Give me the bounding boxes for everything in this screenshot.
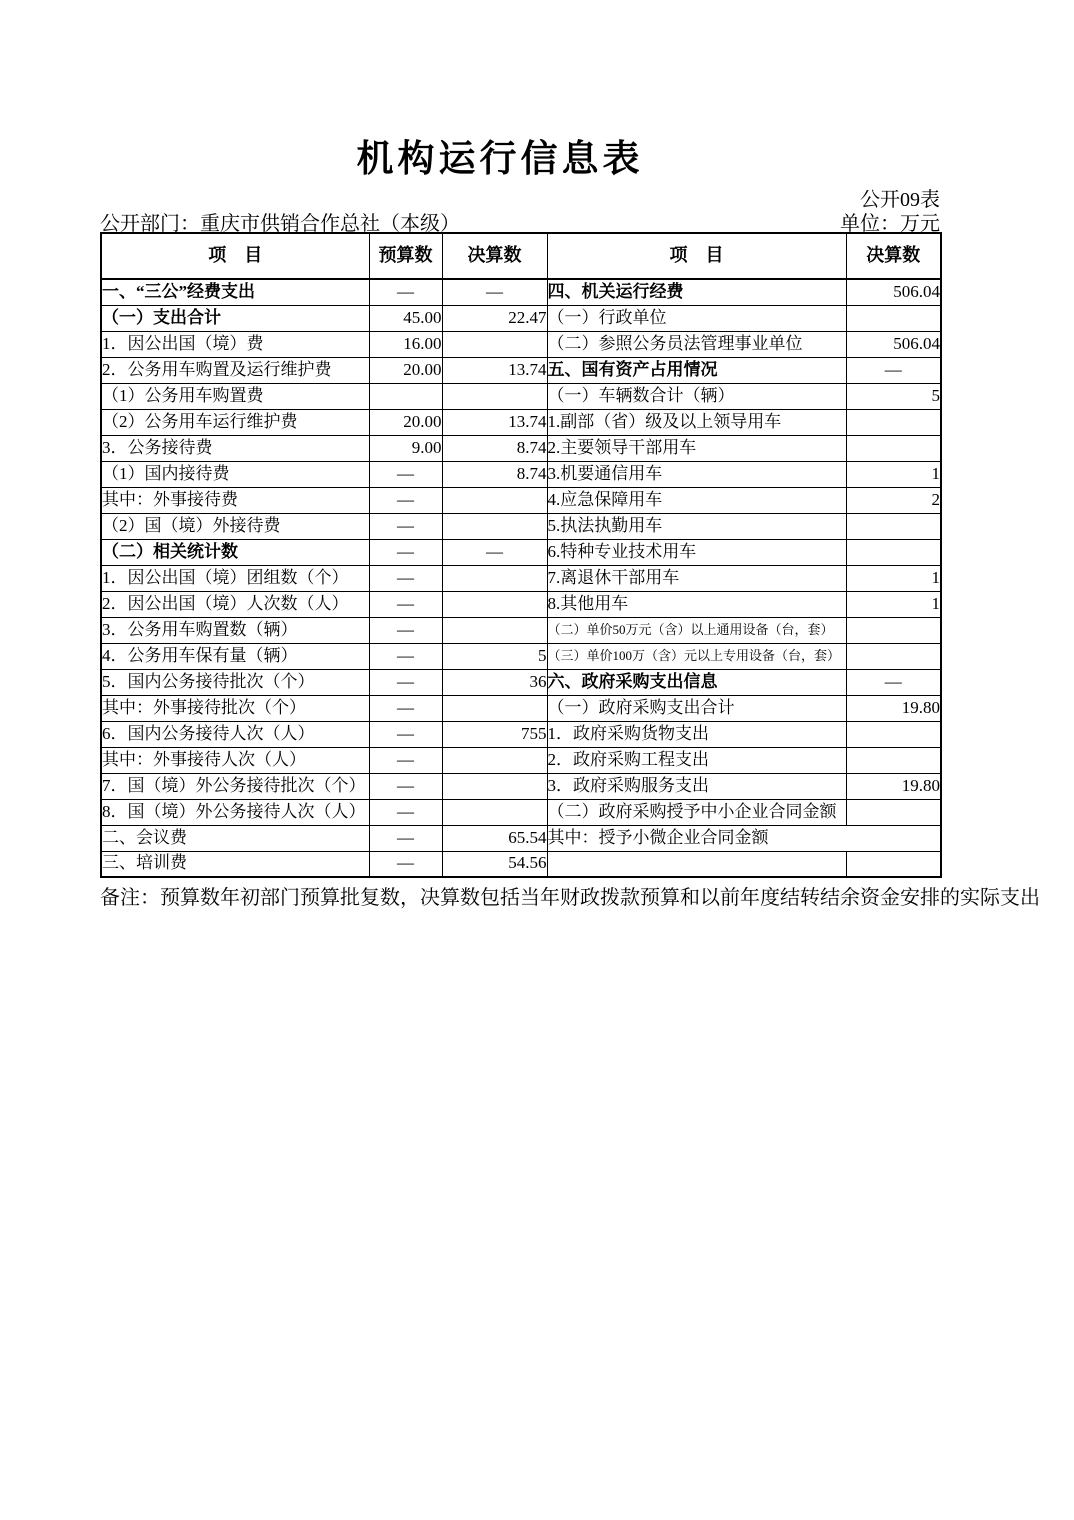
remark-note: 备注：预算数年初部门预算批复数，决算数包括当年财政拨款预算和以前年度结转结余资金安排的实际支出 [100, 887, 1040, 909]
final-value-left [442, 331, 547, 357]
final-value-right [846, 539, 941, 565]
final-value-left: 5 [442, 643, 547, 669]
budget-value: 9.00 [369, 435, 442, 461]
item-label-left: （1）国内接待费 [101, 461, 369, 487]
final-value-right [846, 513, 941, 539]
budget-value: — [369, 799, 442, 825]
final-value-left [442, 773, 547, 799]
table-row [101, 383, 941, 409]
table-row [101, 331, 941, 357]
final-value-right [846, 409, 941, 435]
col-header-final-right: 决算数 [846, 233, 941, 279]
final-value-left [442, 799, 547, 825]
item-label-right: 7.离退休干部用车 [547, 565, 846, 591]
table-row [101, 357, 941, 383]
item-label-right: 六、政府采购支出信息 [547, 669, 846, 695]
table-row [101, 747, 941, 773]
item-label-left: （1）公务用车购置费 [101, 383, 369, 409]
final-value-right: 19.80 [846, 773, 941, 799]
item-label-left: （2）国（境）外接待费 [101, 513, 369, 539]
budget-value: — [369, 747, 442, 773]
budget-value: — [369, 773, 442, 799]
item-label-right: 2.主要领导干部用车 [547, 435, 846, 461]
table-row [101, 617, 941, 643]
item-label-left: 5．国内公务接待批次（个） [101, 669, 369, 695]
item-label-left: 6．国内公务接待人次（人） [101, 721, 369, 747]
final-value-left: — [442, 539, 547, 565]
item-label-right: 2．政府采购工程支出 [547, 747, 846, 773]
table-row [101, 539, 941, 565]
item-label-left: 1．因公出国（境）费 [101, 331, 369, 357]
final-value-left: 54.56 [442, 851, 547, 877]
table-row [101, 799, 941, 825]
final-value-left: 8.74 [442, 435, 547, 461]
budget-value: — [369, 279, 442, 305]
item-label-left: 三、培训费 [101, 851, 369, 877]
final-value-left [442, 487, 547, 513]
col-header-item-right: 项 目 [547, 233, 846, 279]
budget-value: — [369, 851, 442, 877]
table-row [101, 695, 941, 721]
item-label-left: （2）公务用车运行维护费 [101, 409, 369, 435]
final-value-right: — [846, 669, 941, 695]
budget-value: 20.00 [369, 409, 442, 435]
table-row [101, 305, 941, 331]
page-title: 机构运行信息表 [356, 138, 644, 179]
final-value-left: 13.74 [442, 409, 547, 435]
final-value-right: — [846, 357, 941, 383]
table-row [101, 565, 941, 591]
info-table [100, 232, 942, 878]
budget-value: — [369, 591, 442, 617]
budget-value: — [369, 539, 442, 565]
item-label-left: 2．公务用车购置及运行维护费 [101, 357, 369, 383]
final-value-right: 1 [846, 461, 941, 487]
item-label-left: 一、“三公”经费支出 [101, 279, 369, 305]
final-value-left: 755 [442, 721, 547, 747]
item-label-left: 1．因公出国（境）团组数（个） [101, 565, 369, 591]
budget-value: — [369, 565, 442, 591]
item-label-left: （二）相关统计数 [101, 539, 369, 565]
final-value-right [846, 617, 941, 643]
budget-value: 45.00 [369, 305, 442, 331]
item-label-right [547, 851, 846, 877]
final-value-left [442, 383, 547, 409]
final-value-left [442, 695, 547, 721]
final-value-left: 8.74 [442, 461, 547, 487]
table-row [101, 851, 941, 877]
final-value-right [846, 305, 941, 331]
budget-value: — [369, 643, 442, 669]
final-value-right: 19.80 [846, 695, 941, 721]
item-label-left: （一）支出合计 [101, 305, 369, 331]
final-value-right: 506.04 [846, 331, 941, 357]
item-label-left: 3．公务用车购置数（辆） [101, 617, 369, 643]
final-value-left: — [442, 279, 547, 305]
final-value-right: 1 [846, 591, 941, 617]
final-value-left [442, 747, 547, 773]
final-value-left: 65.54 [442, 825, 547, 851]
final-value-right: 506.04 [846, 279, 941, 305]
table-row [101, 721, 941, 747]
budget-value: — [369, 617, 442, 643]
item-label-right: （二）政府采购授予中小企业合同金额 [547, 799, 846, 825]
item-label-right: （一）行政单位 [547, 305, 846, 331]
final-value-right [846, 643, 941, 669]
table-row [101, 487, 941, 513]
final-value-left: 36 [442, 669, 547, 695]
table-body [101, 279, 941, 877]
item-label-right: 6.特种专业技术用车 [547, 539, 846, 565]
item-label-right: 四、机关运行经费 [547, 279, 846, 305]
budget-value: 20.00 [369, 357, 442, 383]
item-label-right: （三）单价100万（含）元以上专用设备（台，套） [547, 643, 846, 669]
item-label-right: 3.机要通信用车 [547, 461, 846, 487]
item-label-left: 3．公务接待费 [101, 435, 369, 461]
budget-value: — [369, 487, 442, 513]
table-row [101, 461, 941, 487]
final-value-right [846, 747, 941, 773]
item-label-left: 7．国（境）外公务接待批次（个） [101, 773, 369, 799]
item-label-left: 其中：外事接待费 [101, 487, 369, 513]
col-header-item-left: 项 目 [101, 233, 369, 279]
final-value-left [442, 513, 547, 539]
item-label-right: 1.副部（省）级及以上领导用车 [547, 409, 846, 435]
item-label-right: （一）政府采购支出合计 [547, 695, 846, 721]
table-row [101, 643, 941, 669]
department-label: 公开部门：重庆市供销合作总社（本级） [100, 213, 460, 235]
budget-value: — [369, 461, 442, 487]
item-label-left: 2．因公出国（境）人次数（人） [101, 591, 369, 617]
final-value-right [846, 851, 941, 877]
budget-value: — [369, 513, 442, 539]
table-row [101, 773, 941, 799]
final-value-right: 1 [846, 565, 941, 591]
item-label-right: 五、国有资产占用情况 [547, 357, 846, 383]
budget-value: 16.00 [369, 331, 442, 357]
item-label-left: 8．国（境）外公务接待人次（人） [101, 799, 369, 825]
budget-value: — [369, 721, 442, 747]
budget-value: — [369, 669, 442, 695]
final-value-left [442, 617, 547, 643]
final-value-right [846, 721, 941, 747]
final-value-right [846, 799, 941, 825]
final-value-left [442, 565, 547, 591]
item-label-left: 其中：外事接待人次（人） [101, 747, 369, 773]
item-label-right: 3．政府采购服务支出 [547, 773, 846, 799]
table-row [101, 591, 941, 617]
item-label-left: 4．公务用车保有量（辆） [101, 643, 369, 669]
item-label-left: 其中：外事接待批次（个） [101, 695, 369, 721]
table-row [101, 279, 941, 305]
table-code: 公开09表 [860, 189, 940, 211]
table-row [101, 669, 941, 695]
item-label-right: （二）单价50万元（含）以上通用设备（台，套） [547, 617, 846, 643]
item-label-right: 其中：授予小微企业合同金额 [547, 825, 941, 851]
final-value-left: 22.47 [442, 305, 547, 331]
table-row [101, 513, 941, 539]
final-value-left [442, 591, 547, 617]
unit-label: 单位：万元 [840, 213, 940, 235]
final-value-left: 13.74 [442, 357, 547, 383]
item-label-right: （一）车辆数合计（辆） [547, 383, 846, 409]
budget-value: — [369, 695, 442, 721]
item-label-right: 4.应急保障用车 [547, 487, 846, 513]
item-label-right: 8.其他用车 [547, 591, 846, 617]
col-header-final-left: 决算数 [442, 233, 547, 279]
item-label-right: 5.执法执勤用车 [547, 513, 846, 539]
budget-value [369, 383, 442, 409]
item-label-right: 1．政府采购货物支出 [547, 721, 846, 747]
table-row [101, 825, 941, 851]
final-value-right: 5 [846, 383, 941, 409]
header-row [101, 233, 941, 279]
item-label-left: 二、会议费 [101, 825, 369, 851]
final-value-right: 2 [846, 487, 941, 513]
table-row [101, 409, 941, 435]
col-header-budget: 预算数 [369, 233, 442, 279]
budget-value: — [369, 825, 442, 851]
final-value-right [846, 435, 941, 461]
item-label-right: （二）参照公务员法管理事业单位 [547, 331, 846, 357]
table-row [101, 435, 941, 461]
